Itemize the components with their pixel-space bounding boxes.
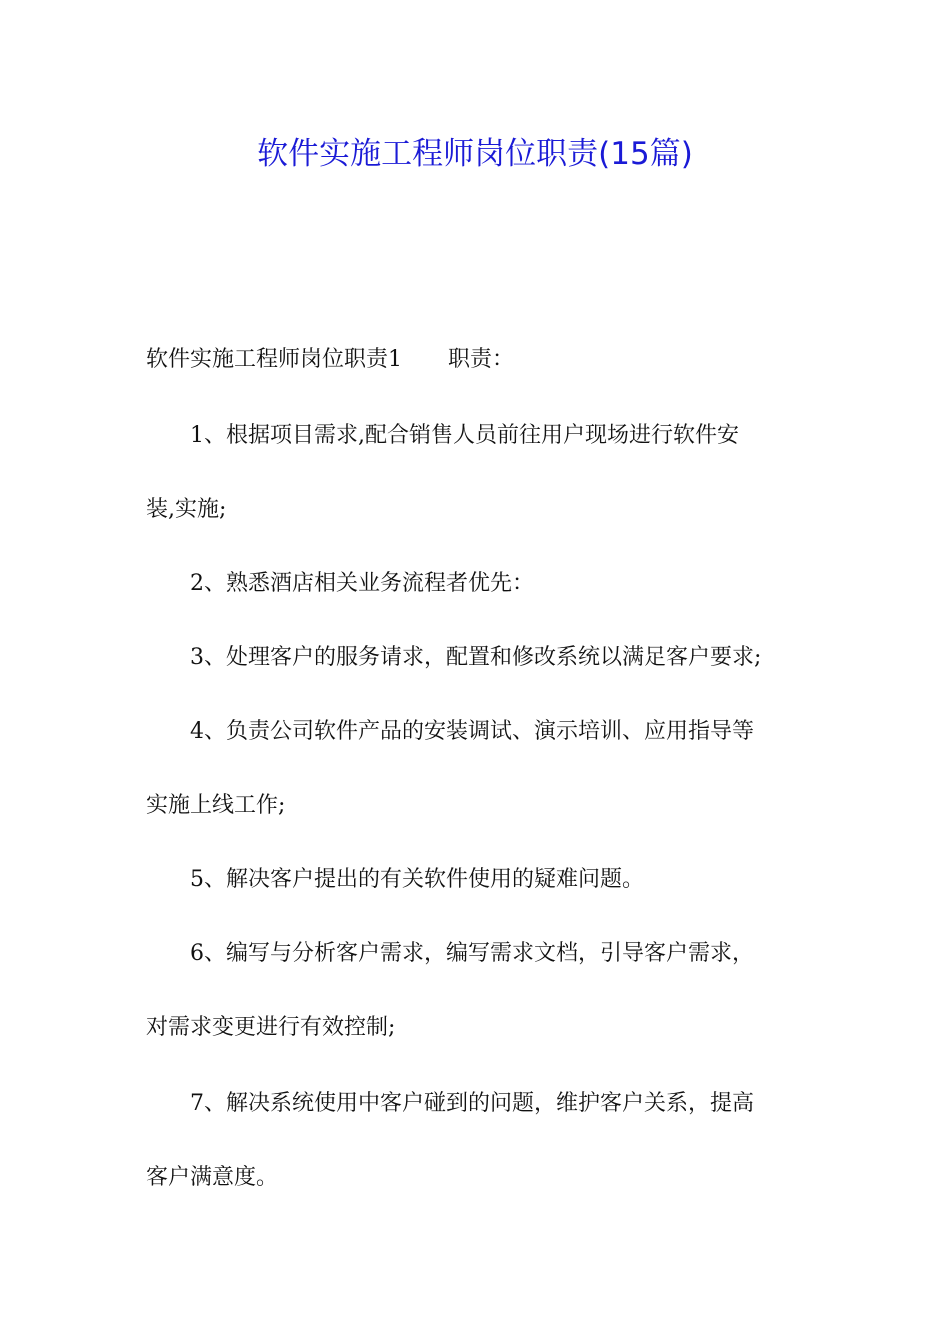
list-item-line: 装,实施; xyxy=(146,497,227,522)
list-item-line: 对需求变更进行有效控制; xyxy=(146,1015,396,1040)
list-item xyxy=(146,547,816,621)
list-item xyxy=(146,621,816,695)
list-item xyxy=(146,917,816,1065)
list-item-line: 1、根据项目需求,配合销售人员前往用户现场进行软件安 xyxy=(190,423,739,448)
list-item xyxy=(146,399,816,547)
list-item-line: 7、解决系统使用中客户碰到的问题，维护客户关系，提高 xyxy=(190,1091,754,1116)
document-title: 软件实施工程师岗位职责(15篇) xyxy=(257,136,693,172)
list-item-line: 4、负责公司软件产品的安装调试、演示培训、应用指导等 xyxy=(190,719,754,744)
list-item xyxy=(146,695,816,843)
list-item-line: 实施上线工作; xyxy=(146,793,286,818)
list-item-line: 5、解决客户提出的有关软件使用的疑难问题。 xyxy=(190,867,644,892)
list-item-line: 6、编写与分析客户需求，编写需求文档，引导客户需求， xyxy=(190,941,754,966)
list-item-line: 客户满意度。 xyxy=(146,1165,279,1190)
section-heading-row xyxy=(146,323,816,397)
list-item-line: 3、处理客户的服务请求，配置和修改系统以满足客户要求; xyxy=(190,645,762,670)
section-label: 职责： xyxy=(448,347,515,372)
list-item-line: 2、熟悉酒店相关业务流程者优先： xyxy=(190,571,534,596)
list-item xyxy=(146,843,816,917)
section-heading: 软件实施工程师岗位职责1 xyxy=(146,347,402,372)
list-item xyxy=(146,1067,816,1215)
